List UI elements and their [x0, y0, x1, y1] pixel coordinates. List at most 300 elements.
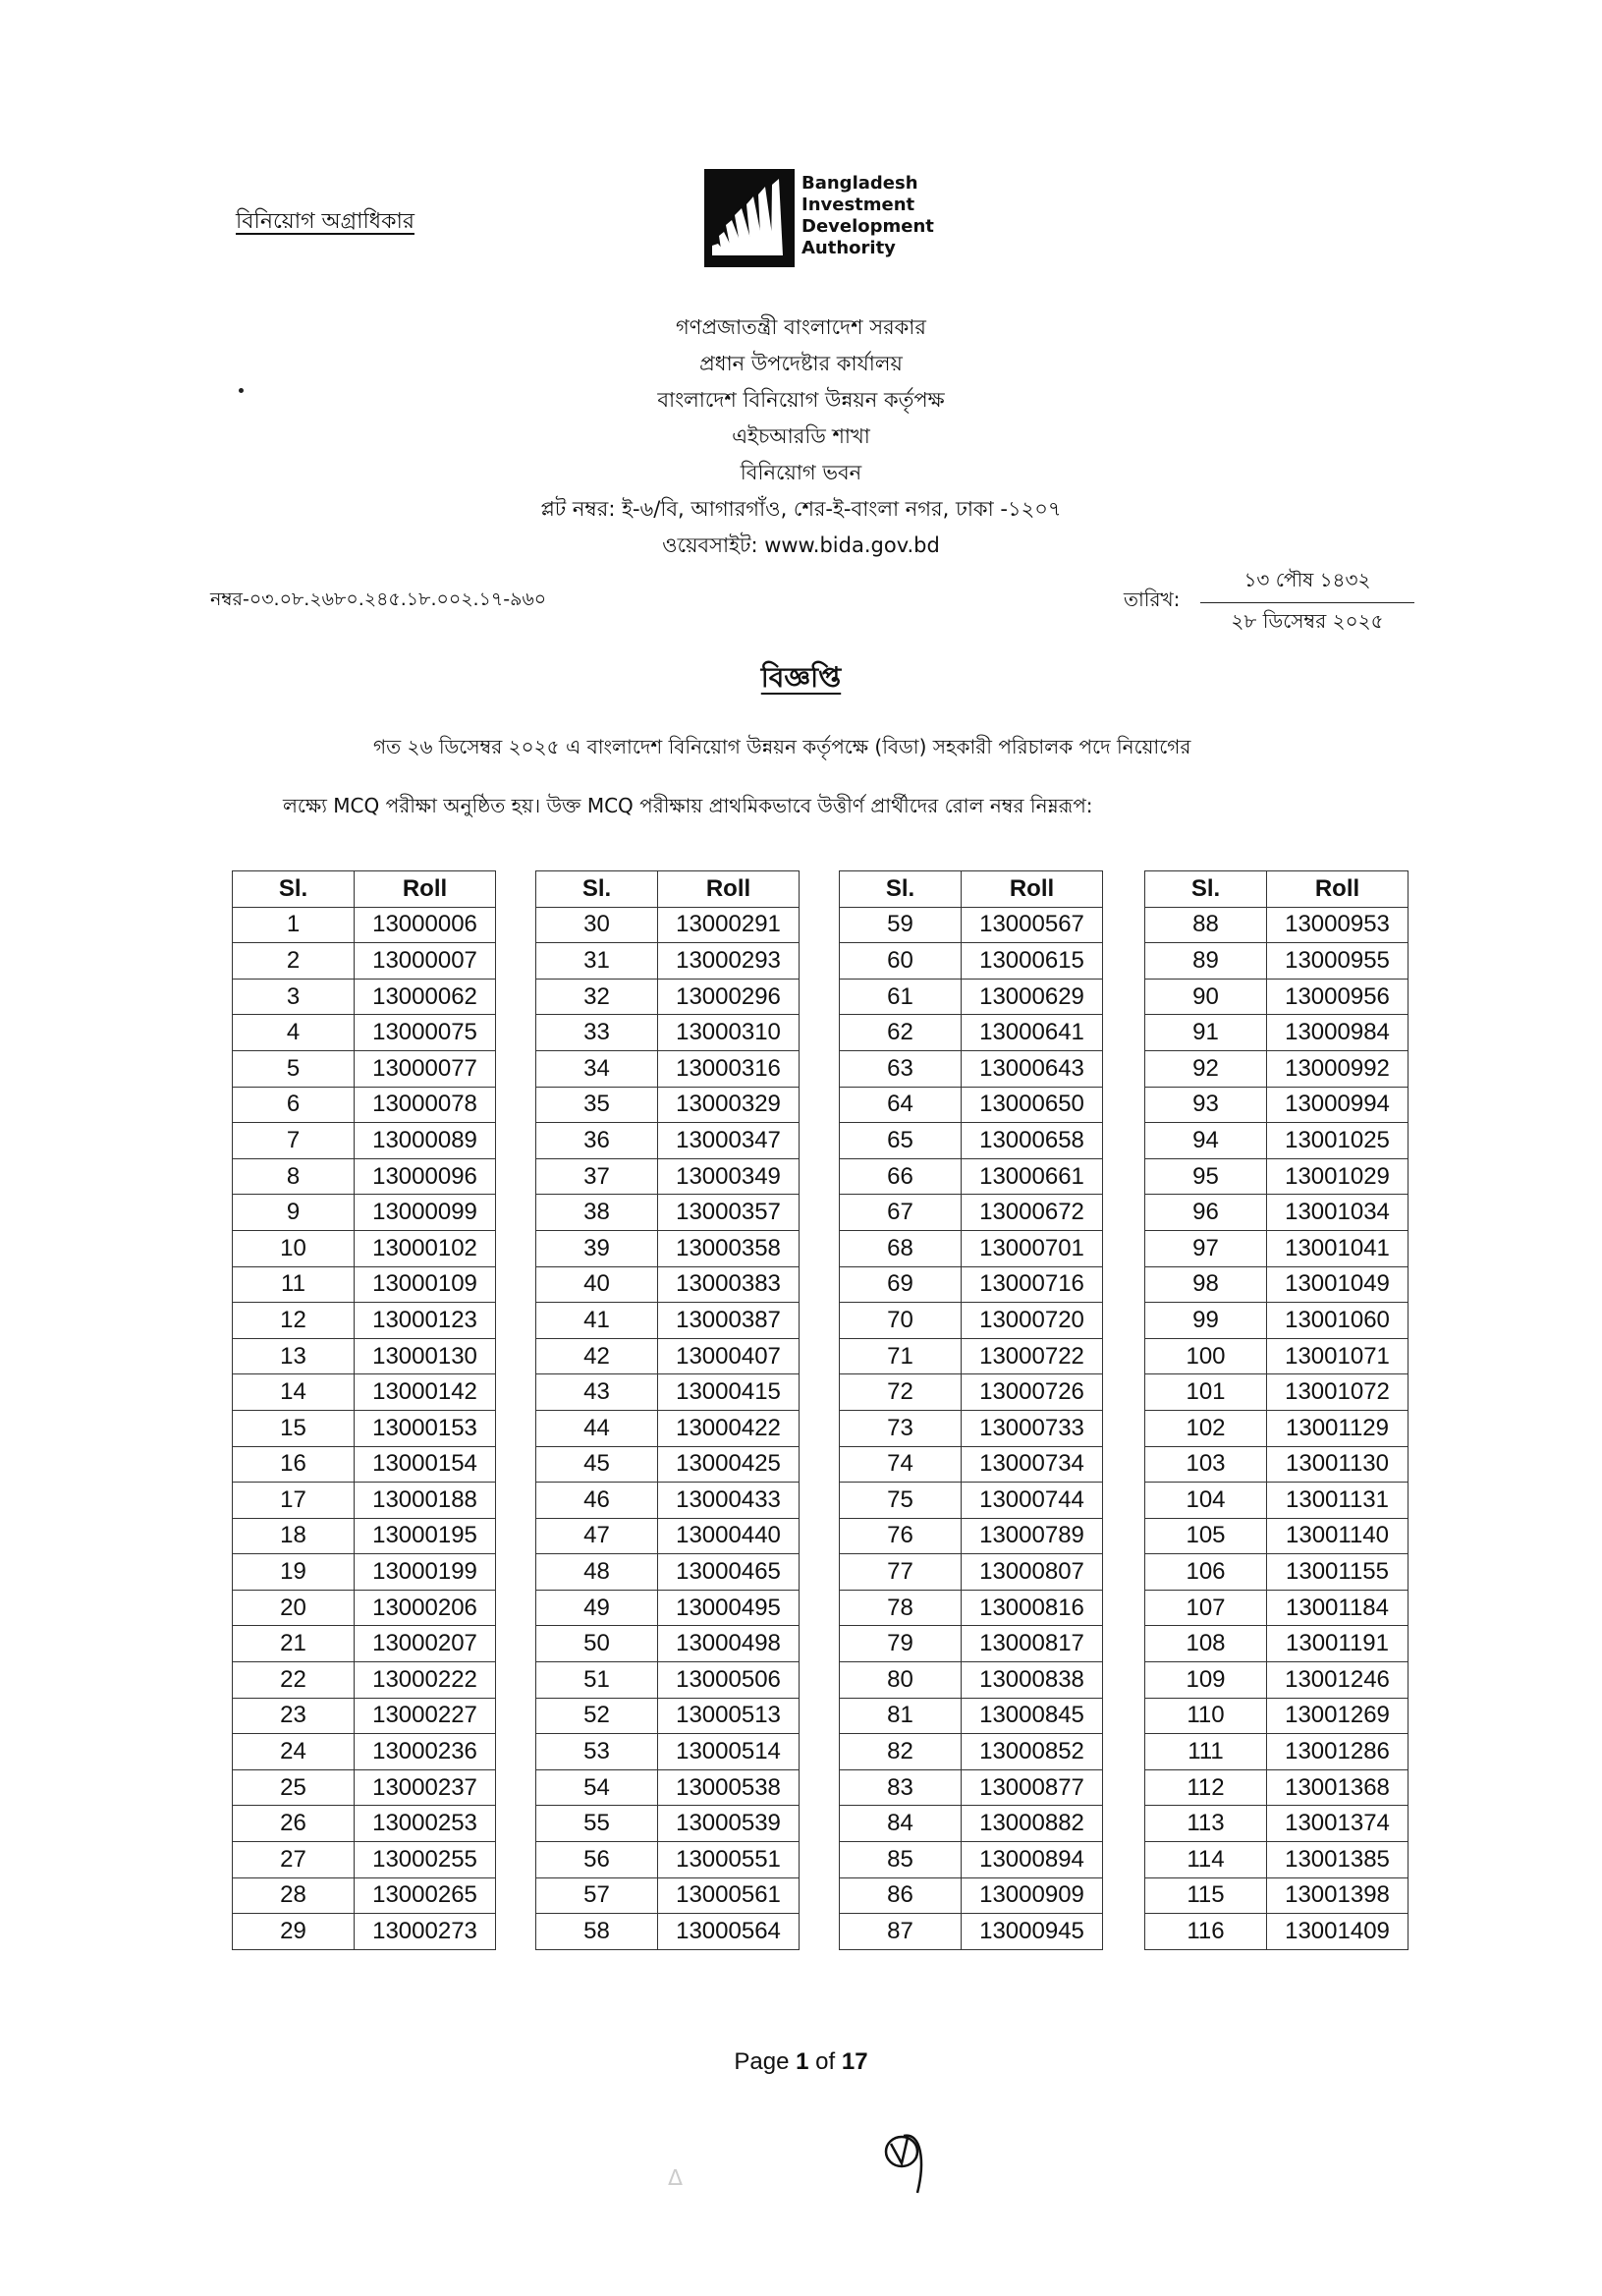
table-row — [840, 1158, 1103, 1195]
roll-cell: 13000123 — [355, 1303, 496, 1339]
roll-cell: 13000894 — [962, 1842, 1103, 1878]
address-line: প্লট নম্বর: ই-৬/বি, আগারগাঁও, শের-ই-বাংলা নগর, ঢাকা -১২০৭ — [540, 497, 1062, 521]
sl-cell: 57 — [536, 1877, 658, 1914]
table-row — [233, 1734, 496, 1770]
roll-cell: 13000253 — [355, 1806, 496, 1842]
roll-cell: 13000407 — [658, 1338, 800, 1374]
table-row — [840, 1410, 1103, 1446]
sl-cell: 89 — [1145, 943, 1267, 980]
table-row — [1145, 1877, 1409, 1914]
table-row — [1145, 1303, 1409, 1339]
roll-cell: 13001140 — [1267, 1518, 1409, 1554]
sl-cell: 70 — [840, 1303, 962, 1339]
table-row — [1145, 1050, 1409, 1087]
table-row — [1145, 1015, 1409, 1051]
sl-cell: 109 — [1145, 1662, 1267, 1699]
roll-cell: 13000130 — [355, 1338, 496, 1374]
table-row — [536, 1590, 800, 1626]
roll-cell: 13000465 — [658, 1554, 800, 1591]
sl-cell: 69 — [840, 1266, 962, 1303]
table-row — [1145, 1769, 1409, 1806]
table-row — [536, 1626, 800, 1662]
sl-cell: 63 — [840, 1050, 962, 1087]
roll-cell: 13000994 — [1267, 1087, 1409, 1123]
table-row — [840, 1123, 1103, 1159]
table-row — [536, 1518, 800, 1554]
sl-cell: 92 — [1145, 1050, 1267, 1087]
roll-cell: 13000099 — [355, 1195, 496, 1231]
table-row — [1145, 1626, 1409, 1662]
roll-cell: 13000720 — [962, 1303, 1103, 1339]
sl-cell: 64 — [840, 1087, 962, 1123]
sl-cell: 110 — [1145, 1698, 1267, 1734]
sl-cell: 55 — [536, 1806, 658, 1842]
page-of: of — [808, 2048, 842, 2075]
roll-header: Roll — [658, 871, 800, 908]
roll-cell: 13000078 — [355, 1087, 496, 1123]
sl-cell: 8 — [233, 1158, 355, 1195]
table-row — [233, 1698, 496, 1734]
table-row — [840, 979, 1103, 1015]
table-row — [536, 1303, 800, 1339]
sl-cell: 21 — [233, 1626, 355, 1662]
table-row — [840, 1230, 1103, 1266]
notice-paragraph-line-2: লক্ষ্যে MCQ পরীক্ষা অনুষ্ঠিত হয়। উক্ত MCQ পরীক্ষায় প্রাথমিকভাবে উত্তীর্ণ প্রার্থীদের রোল নম্বর নিম্নরূপ: — [283, 794, 1093, 817]
date-bangla: ১৩ পৌষ ১৪৩২ — [1200, 566, 1414, 603]
table-row — [536, 1877, 800, 1914]
table-row — [233, 1590, 496, 1626]
table-row — [233, 1338, 496, 1374]
roll-cell: 13001060 — [1267, 1303, 1409, 1339]
sl-cell: 111 — [1145, 1734, 1267, 1770]
roll-cell: 13000539 — [658, 1806, 800, 1842]
logo-line: Development — [801, 216, 934, 237]
table-row — [536, 1266, 800, 1303]
sl-cell: 40 — [536, 1266, 658, 1303]
roll-cell: 13000433 — [658, 1483, 800, 1519]
table-row — [233, 1374, 496, 1411]
roll-cell: 13001184 — [1267, 1590, 1409, 1626]
table-row — [536, 1554, 800, 1591]
table-row — [536, 1806, 800, 1842]
table-row — [1145, 1374, 1409, 1411]
sl-cell: 86 — [840, 1877, 962, 1914]
roll-cell: 13001246 — [1267, 1662, 1409, 1699]
address-line: প্রধান উপদেষ্টার কার্যালয় — [699, 352, 903, 375]
sl-cell: 33 — [536, 1015, 658, 1051]
table-row — [840, 1806, 1103, 1842]
sl-cell: 25 — [233, 1769, 355, 1806]
table-row — [233, 1914, 496, 1950]
sl-cell: 85 — [840, 1842, 962, 1878]
sl-cell: 52 — [536, 1698, 658, 1734]
sl-cell: 27 — [233, 1842, 355, 1878]
table-row — [1145, 1590, 1409, 1626]
table-row — [233, 1769, 496, 1806]
sl-cell: 9 — [233, 1195, 355, 1231]
sl-cell: 112 — [1145, 1769, 1267, 1806]
table-row — [1145, 1914, 1409, 1950]
sl-cell: 6 — [233, 1087, 355, 1123]
table-row — [1145, 1195, 1409, 1231]
sl-cell: 60 — [840, 943, 962, 980]
sl-cell: 7 — [233, 1123, 355, 1159]
table-row — [840, 1195, 1103, 1231]
roll-table-2 — [535, 870, 800, 1950]
roll-cell: 13000273 — [355, 1914, 496, 1950]
sl-cell: 42 — [536, 1338, 658, 1374]
date-block — [1200, 566, 1414, 640]
roll-cell: 13000236 — [355, 1734, 496, 1770]
roll-cell: 13000551 — [658, 1842, 800, 1878]
sl-cell: 74 — [840, 1446, 962, 1483]
logo-text — [801, 173, 934, 259]
roll-cell: 13000102 — [355, 1230, 496, 1266]
website-line: ওয়েবসাইট: www.bida.gov.bd — [662, 533, 940, 557]
sl-cell: 114 — [1145, 1842, 1267, 1878]
sl-cell: 31 — [536, 943, 658, 980]
table-row — [233, 1446, 496, 1483]
address-line: বাংলাদেশ বিনিয়োগ উন্নয়ন কর্তৃপক্ষ — [657, 388, 945, 412]
table-row — [233, 943, 496, 980]
sl-cell: 46 — [536, 1483, 658, 1519]
table-row — [233, 1087, 496, 1123]
table-row — [233, 1877, 496, 1914]
roll-cell: 13001029 — [1267, 1158, 1409, 1195]
table-row — [1145, 943, 1409, 980]
table-row — [840, 1769, 1103, 1806]
roll-table-1 — [232, 870, 496, 1950]
sl-cell: 75 — [840, 1483, 962, 1519]
roll-cell: 13000661 — [962, 1158, 1103, 1195]
table-row — [1145, 1698, 1409, 1734]
table-row — [536, 1338, 800, 1374]
roll-cell: 13000142 — [355, 1374, 496, 1411]
roll-cell: 13000538 — [658, 1769, 800, 1806]
sl-cell: 66 — [840, 1158, 962, 1195]
address-line: এইচআরডি শাখা — [732, 424, 870, 448]
roll-cell: 13000096 — [355, 1158, 496, 1195]
table-row — [233, 1410, 496, 1446]
roll-header: Roll — [962, 871, 1103, 908]
roll-cell: 13000199 — [355, 1554, 496, 1591]
roll-cell: 13001374 — [1267, 1806, 1409, 1842]
sl-header: Sl. — [1145, 871, 1267, 908]
sl-cell: 68 — [840, 1230, 962, 1266]
sl-cell: 30 — [536, 907, 658, 943]
office-address — [0, 309, 1602, 564]
table-row — [1145, 1123, 1409, 1159]
bida-logo-icon — [704, 169, 795, 267]
table-row — [536, 1734, 800, 1770]
table-row — [840, 1626, 1103, 1662]
roll-cell: 13000387 — [658, 1303, 800, 1339]
table-row — [536, 1015, 800, 1051]
roll-cell: 13001286 — [1267, 1734, 1409, 1770]
sl-cell: 71 — [840, 1338, 962, 1374]
table-row — [840, 1050, 1103, 1087]
sl-cell: 45 — [536, 1446, 658, 1483]
roll-cell: 13000514 — [658, 1734, 800, 1770]
sl-cell: 102 — [1145, 1410, 1267, 1446]
sl-cell: 83 — [840, 1769, 962, 1806]
sl-cell: 91 — [1145, 1015, 1267, 1051]
sl-cell: 36 — [536, 1123, 658, 1159]
roll-cell: 13000296 — [658, 979, 800, 1015]
logo-line: Authority — [801, 238, 896, 258]
sl-cell: 54 — [536, 1769, 658, 1806]
sl-cell: 115 — [1145, 1877, 1267, 1914]
table-row — [233, 1158, 496, 1195]
sl-cell: 87 — [840, 1914, 962, 1950]
table-row — [233, 1842, 496, 1878]
table-row — [840, 1554, 1103, 1591]
roll-cell: 13000077 — [355, 1050, 496, 1087]
table-row — [1145, 1266, 1409, 1303]
roll-cell: 13000629 — [962, 979, 1103, 1015]
roll-cell: 13000347 — [658, 1123, 800, 1159]
sl-cell: 22 — [233, 1662, 355, 1699]
roll-cell: 13000498 — [658, 1626, 800, 1662]
table-row — [233, 1662, 496, 1699]
table-row — [840, 1518, 1103, 1554]
roll-cell: 13000817 — [962, 1626, 1103, 1662]
sl-cell: 14 — [233, 1374, 355, 1411]
table-row — [840, 1698, 1103, 1734]
sl-cell: 2 — [233, 943, 355, 980]
roll-cell: 13000425 — [658, 1446, 800, 1483]
sl-cell: 1 — [233, 907, 355, 943]
roll-cell: 13000109 — [355, 1266, 496, 1303]
table-header-row — [233, 871, 496, 908]
sl-cell: 101 — [1145, 1374, 1267, 1411]
table-row — [233, 1015, 496, 1051]
roll-cell: 13000316 — [658, 1050, 800, 1087]
table-row — [233, 907, 496, 943]
sl-cell: 103 — [1145, 1446, 1267, 1483]
table-row — [1145, 1483, 1409, 1519]
roll-cell: 13001034 — [1267, 1195, 1409, 1231]
sl-cell: 113 — [1145, 1806, 1267, 1842]
notice-paragraph-line-1: গত ২৬ ডিসেম্বর ২০২৫ এ বাংলাদেশ বিনিয়োগ উন্নয়ন কর্তৃপক্ষে (বিডা) সহকারী পরিচালক পদে নিয়োগের — [373, 735, 1191, 758]
roll-cell: 13000415 — [658, 1374, 800, 1411]
sl-cell: 29 — [233, 1914, 355, 1950]
table-row — [536, 1483, 800, 1519]
roll-cell: 13000561 — [658, 1877, 800, 1914]
roll-cell: 13001129 — [1267, 1410, 1409, 1446]
roll-cell: 13000807 — [962, 1554, 1103, 1591]
sl-cell: 84 — [840, 1806, 962, 1842]
table-row — [536, 907, 800, 943]
table-row — [840, 1662, 1103, 1699]
roll-cell: 13000207 — [355, 1626, 496, 1662]
signature-icon — [882, 2122, 941, 2205]
table-row — [233, 1230, 496, 1266]
sl-cell: 12 — [233, 1303, 355, 1339]
sl-cell: 4 — [233, 1015, 355, 1051]
table-row — [536, 1410, 800, 1446]
sl-cell: 26 — [233, 1806, 355, 1842]
roll-cell: 13000265 — [355, 1877, 496, 1914]
roll-cell: 13001130 — [1267, 1446, 1409, 1483]
sl-cell: 98 — [1145, 1266, 1267, 1303]
table-row — [1145, 1806, 1409, 1842]
roll-cell: 13001155 — [1267, 1554, 1409, 1591]
roll-cell: 13000357 — [658, 1195, 800, 1231]
table-header-row — [1145, 871, 1409, 908]
sl-cell: 13 — [233, 1338, 355, 1374]
roll-table-4 — [1144, 870, 1409, 1950]
table-row — [233, 1050, 496, 1087]
sl-cell: 59 — [840, 907, 962, 943]
date-label: তারিখ: — [1124, 588, 1181, 611]
sl-cell: 48 — [536, 1554, 658, 1591]
sl-cell: 62 — [840, 1015, 962, 1051]
table-row — [840, 1015, 1103, 1051]
roll-cell: 13000816 — [962, 1590, 1103, 1626]
table-row — [1145, 1842, 1409, 1878]
sl-cell: 116 — [1145, 1914, 1267, 1950]
roll-cell: 13000227 — [355, 1698, 496, 1734]
sl-cell: 95 — [1145, 1158, 1267, 1195]
roll-cell: 13000658 — [962, 1123, 1103, 1159]
roll-cell: 13000877 — [962, 1769, 1103, 1806]
roll-cell: 13001041 — [1267, 1230, 1409, 1266]
table-row — [233, 1518, 496, 1554]
table-row — [233, 1123, 496, 1159]
sl-cell: 34 — [536, 1050, 658, 1087]
roll-cell: 13000716 — [962, 1266, 1103, 1303]
table-row — [1145, 979, 1409, 1015]
roll-cell: 13000422 — [658, 1410, 800, 1446]
roll-cell: 13001191 — [1267, 1626, 1409, 1662]
sl-cell: 37 — [536, 1158, 658, 1195]
table-row — [536, 1769, 800, 1806]
sl-cell: 47 — [536, 1518, 658, 1554]
roll-cell: 13000672 — [962, 1195, 1103, 1231]
sl-cell: 28 — [233, 1877, 355, 1914]
sl-cell: 77 — [840, 1554, 962, 1591]
table-row — [840, 1266, 1103, 1303]
roll-table-3 — [839, 870, 1103, 1950]
table-row — [1145, 1230, 1409, 1266]
sl-cell: 24 — [233, 1734, 355, 1770]
roll-cell: 13000701 — [962, 1230, 1103, 1266]
roll-cell: 13000945 — [962, 1914, 1103, 1950]
table-row — [233, 1303, 496, 1339]
roll-cell: 13000206 — [355, 1590, 496, 1626]
roll-cell: 13000955 — [1267, 943, 1409, 980]
sl-cell: 67 — [840, 1195, 962, 1231]
table-row — [536, 1123, 800, 1159]
roll-cell: 13000641 — [962, 1015, 1103, 1051]
sl-cell: 41 — [536, 1303, 658, 1339]
table-row — [233, 1266, 496, 1303]
faint-mark: ᐃ — [668, 2166, 684, 2191]
sl-cell: 17 — [233, 1483, 355, 1519]
sl-cell: 19 — [233, 1554, 355, 1591]
table-row — [233, 1483, 496, 1519]
table-row — [1145, 1734, 1409, 1770]
roll-cell: 13000255 — [355, 1842, 496, 1878]
table-row — [536, 1662, 800, 1699]
roll-cell: 13000733 — [962, 1410, 1103, 1446]
table-row — [536, 1050, 800, 1087]
sl-cell: 72 — [840, 1374, 962, 1411]
roll-cell: 13000643 — [962, 1050, 1103, 1087]
roll-cell: 13000845 — [962, 1698, 1103, 1734]
roll-cell: 13001071 — [1267, 1338, 1409, 1374]
table-row — [233, 1626, 496, 1662]
logo-line: Bangladesh — [801, 173, 918, 194]
sl-cell: 10 — [233, 1230, 355, 1266]
table-row — [840, 907, 1103, 943]
roll-cell: 13000440 — [658, 1518, 800, 1554]
sl-cell: 107 — [1145, 1590, 1267, 1626]
page-prefix: Page — [734, 2048, 797, 2075]
sl-cell: 106 — [1145, 1554, 1267, 1591]
roll-cell: 13000882 — [962, 1806, 1103, 1842]
sl-cell: 58 — [536, 1914, 658, 1950]
roll-cell: 13000154 — [355, 1446, 496, 1483]
sl-cell: 82 — [840, 1734, 962, 1770]
table-row — [233, 1554, 496, 1591]
roll-cell: 13000062 — [355, 979, 496, 1015]
sl-cell: 50 — [536, 1626, 658, 1662]
roll-cell: 13000953 — [1267, 907, 1409, 943]
table-row — [840, 943, 1103, 980]
sl-cell: 104 — [1145, 1483, 1267, 1519]
roll-cell: 13000349 — [658, 1158, 800, 1195]
roll-cell: 13000909 — [962, 1877, 1103, 1914]
page-number — [0, 2048, 1602, 2076]
roll-cell: 13000310 — [658, 1015, 800, 1051]
notice-title: বিজ্ঞপ্তি — [760, 661, 842, 694]
table-row — [233, 1806, 496, 1842]
table-header-row — [536, 871, 800, 908]
sl-cell: 105 — [1145, 1518, 1267, 1554]
address-line: বিনিয়োগ ভবন — [740, 461, 862, 484]
roll-cell: 13000726 — [962, 1374, 1103, 1411]
table-row — [840, 1087, 1103, 1123]
sl-cell: 49 — [536, 1590, 658, 1626]
memo-number: নম্বর-০৩.০৮.২৬৮০.২৪৫.১৮.০০২.১৭-৯৬০ — [210, 588, 547, 610]
roll-cell: 13000722 — [962, 1338, 1103, 1374]
sl-cell: 97 — [1145, 1230, 1267, 1266]
sl-cell: 35 — [536, 1087, 658, 1123]
sl-cell: 90 — [1145, 979, 1267, 1015]
roll-cell: 13000852 — [962, 1734, 1103, 1770]
roll-cell: 13000495 — [658, 1590, 800, 1626]
sl-cell: 53 — [536, 1734, 658, 1770]
sl-cell: 73 — [840, 1410, 962, 1446]
sl-cell: 18 — [233, 1518, 355, 1554]
sl-cell: 39 — [536, 1230, 658, 1266]
table-row — [840, 1842, 1103, 1878]
address-line: গণপ্রজাতন্ত্রী বাংলাদেশ সরকার — [676, 315, 926, 339]
table-row — [536, 1195, 800, 1231]
roll-cell: 13000237 — [355, 1769, 496, 1806]
table-row — [840, 1303, 1103, 1339]
page-current: 1 — [796, 2048, 809, 2075]
table-row — [840, 1877, 1103, 1914]
table-row — [536, 1158, 800, 1195]
sl-cell: 93 — [1145, 1087, 1267, 1123]
roll-cell: 13000567 — [962, 907, 1103, 943]
roll-cell: 13000383 — [658, 1266, 800, 1303]
sl-cell: 80 — [840, 1662, 962, 1699]
table-row — [1145, 1446, 1409, 1483]
